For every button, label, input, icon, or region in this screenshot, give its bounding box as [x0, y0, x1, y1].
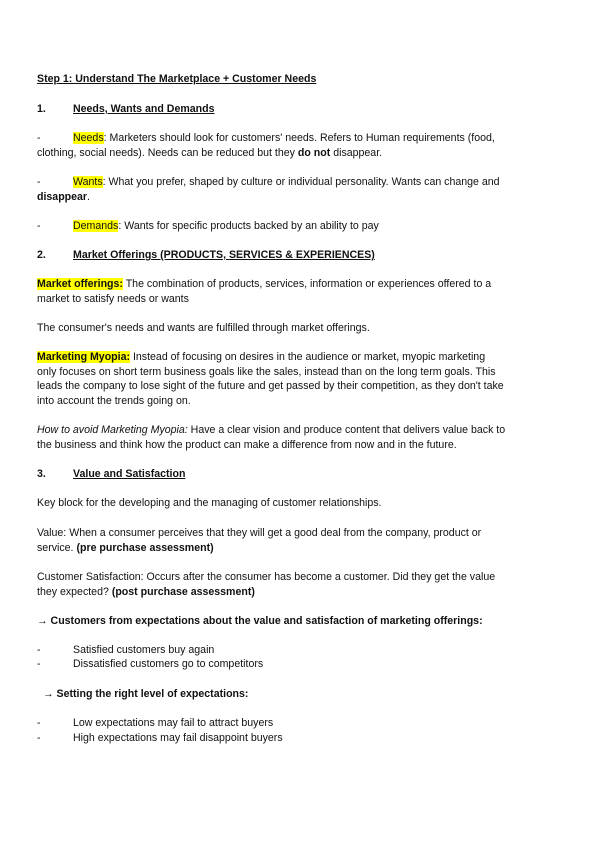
- satisfaction-line-1: Customer Satisfaction: Occurs after the consumer has become a customer. Did they get the value: [37, 571, 496, 583]
- avoid-italic: How to avoid Marketing Myopia:: [37, 424, 188, 436]
- wants-dash: -: [37, 176, 41, 188]
- list-dash: -: [37, 717, 41, 729]
- needs-term: Needs: [73, 132, 104, 144]
- list-item-text: Low expectations may fail to attract buyers: [73, 717, 274, 729]
- satisfaction-bold: (post purchase assessment): [111, 586, 255, 598]
- myopia-text-1: Instead of focusing on desires in the audience or market, myopic marketing: [130, 351, 486, 363]
- key-block-line: Key block for the developing and the managing of customer relationships.: [37, 497, 382, 509]
- right-level-heading: → Setting the right level of expectations:: [43, 688, 249, 700]
- wants-bold: disappear: [37, 191, 88, 203]
- value-bold: (pre purchase assessment): [76, 542, 214, 554]
- needs-text-2b: disappear.: [330, 147, 383, 159]
- myopia-line-4: into account the trends going on.: [37, 395, 191, 407]
- market-offerings-text-1: The combination of products, services, information or experiences offered to a: [122, 278, 492, 290]
- wants-text-1: : What you prefer, shaped by culture or individual personality. Wants can change and: [102, 176, 500, 188]
- section-3-title: Value and Satisfaction: [73, 468, 186, 480]
- market-offerings-line-1: [37, 277, 537, 292]
- avoid-line-1: [37, 423, 537, 438]
- needs-item-cont: [37, 146, 537, 161]
- avoid-line-2: the business and think how the product can make a difference from now and in the future.: [37, 439, 457, 451]
- myopia-line-3: leads the company to lose sight of the future and get passed by their competition, as they don't take: [37, 380, 504, 392]
- section-1-number: 1.: [37, 103, 46, 115]
- avoid-text-1: Have a clear vision and produce content that delivers value back to: [187, 424, 506, 436]
- step-title: Step 1: Understand The Marketplace + Customer Needs: [37, 73, 317, 85]
- wants-end: .: [87, 191, 90, 203]
- expectations-heading: → Customers from expectations about the value and satisfaction of marketing offerings:: [37, 615, 483, 627]
- market-offerings-line-2: market to satisfy needs or wants: [37, 293, 189, 305]
- value-line-2: [37, 541, 537, 556]
- section-1-title: Needs, Wants and Demands: [73, 103, 215, 115]
- needs-text-2a: clothing, social needs). Needs can be reduced but they: [37, 147, 298, 159]
- myopia-line-2: only focuses on short term business goals like the sales, instead than on the long term goals. This: [37, 366, 496, 378]
- section-2-title: Market Offerings (PRODUCTS, SERVICES & EXPERIENCES): [73, 249, 375, 261]
- needs-dash: -: [37, 132, 41, 144]
- list-dash: -: [37, 732, 41, 744]
- list-item-text: Dissatisfied customers go to competitors: [73, 658, 264, 670]
- satisfaction-text-2: they expected?: [37, 586, 112, 598]
- consumer-line: The consumer's needs and wants are fulfilled through market offerings.: [37, 322, 370, 334]
- list-item-text: Satisfied customers buy again: [73, 644, 215, 656]
- needs-bold: do not: [297, 147, 331, 159]
- wants-item-cont: [37, 190, 537, 205]
- section-3-number: 3.: [37, 468, 46, 480]
- myopia-term: Marketing Myopia:: [37, 351, 131, 363]
- value-line-1: Value: When a consumer perceives that they will get a good deal from the company, product or: [37, 527, 482, 539]
- list-item-text: High expectations may fail disappoint buyers: [73, 732, 283, 744]
- list-dash: -: [37, 644, 41, 656]
- demands-term: Demands: [73, 220, 119, 232]
- value-text-2: service.: [37, 542, 77, 554]
- wants-term: Wants: [73, 176, 103, 188]
- market-offerings-term: Market offerings:: [37, 278, 123, 290]
- list-dash: -: [37, 658, 41, 670]
- section-2-number: 2.: [37, 249, 46, 261]
- myopia-line-1: [37, 350, 537, 365]
- demands-dash: -: [37, 220, 41, 232]
- needs-text-1: : Marketers should look for customers' needs. Refers to Human requirements (food,: [103, 132, 495, 144]
- satisfaction-line-2: [37, 585, 537, 600]
- demands-text: : Wants for specific products backed by an ability to pay: [118, 220, 379, 232]
